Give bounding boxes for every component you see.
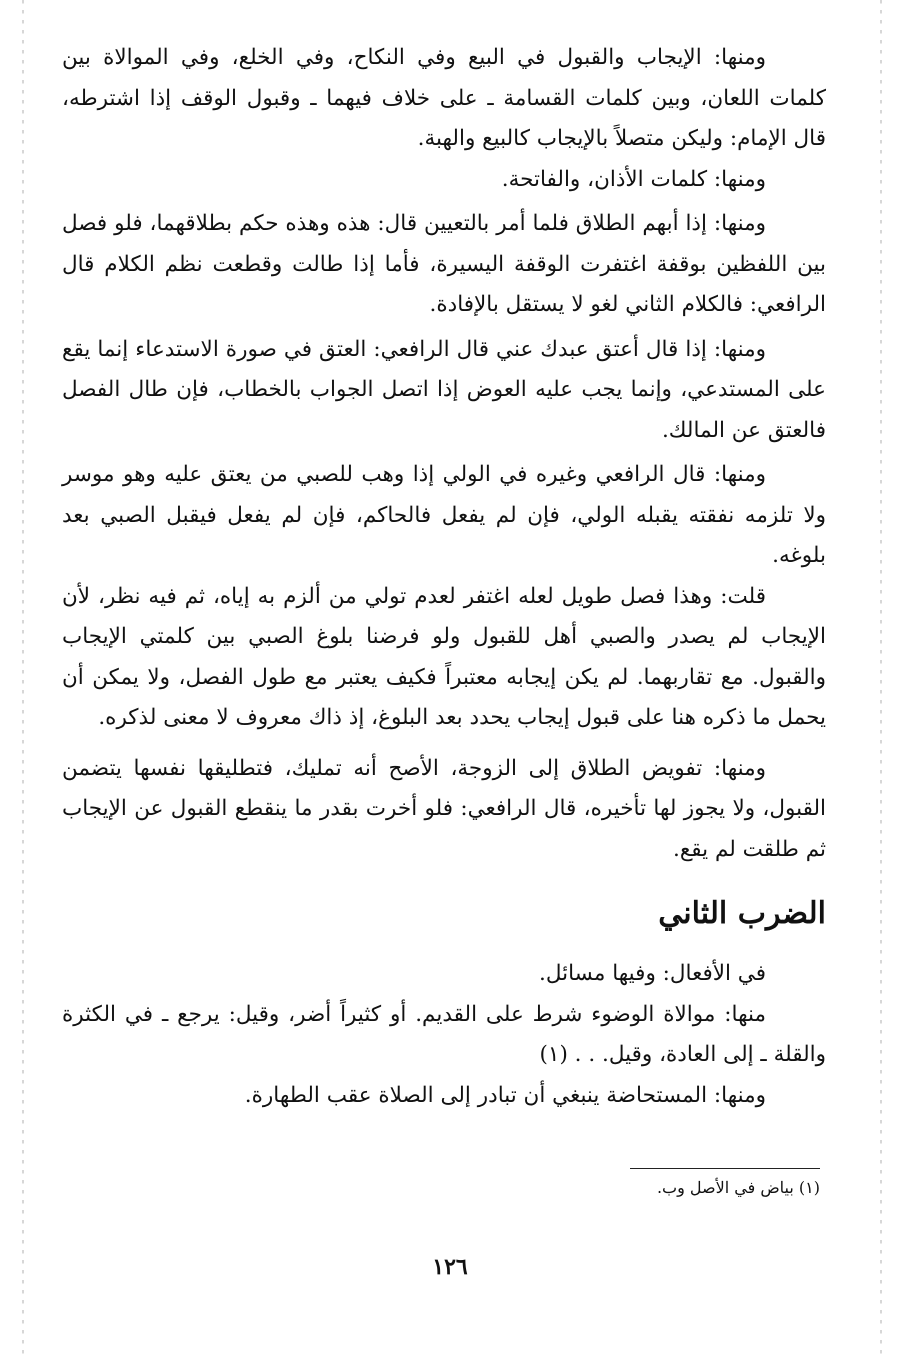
paragraph-itq: ومنها: إذا قال أعتق عبدك عني قال الرافعي: العتق في صورة الاستدعاء إنما يقع على المستدعي، وإنما يجب عليه العوض إذا اتصل الجواب بالخطاب، فإن طال الفصل فالعتق عن المالك. bbox=[62, 336, 826, 443]
scan-edge-dots-right bbox=[880, 0, 882, 1356]
paragraph-mustahada: ومنها: المستحاضة ينبغي أن تبادر إلى الصلاة عقب الطهارة. bbox=[244, 1082, 766, 1108]
scan-edge-dots-left bbox=[22, 0, 24, 1356]
page-number: ١٢٦ bbox=[432, 1254, 468, 1280]
paragraph-tafwid: ومنها: تفويض الطلاق إلى الزوجة، الأصح أنه تمليك، فتطليقها نفسها يتضمن القبول، ولا يجوز لها تأخيره، قال الرافعي: فلو أخرت بقدر ما ينقطع القبول عن الإيجاب ثم طلقت لم يقع. bbox=[62, 755, 826, 862]
paragraph-talaq-ibham: ومنها: إذا أبهم الطلاق فلما أمر بالتعيين قال: هذه وهذه حكم بطلاقهما، فلو فصل بين اللفظين بوقفة اغتفرت الوقفة اليسيرة، فأما إذا طالت وقطعت نظم الكلام قال الرافعي: فالكلام الثاني لغو لا يستقل بالإفادة. bbox=[62, 211, 826, 317]
paragraph-afal: في الأفعال: وفيها مسائل. bbox=[539, 961, 766, 986]
main-text-block bbox=[62, 38, 826, 1116]
footnote-divider bbox=[630, 1168, 820, 1169]
paragraph-adhan: ومنها: كلمات الأذان، والفاتحة. bbox=[501, 166, 766, 192]
paragraph-wali: ومنها: قال الرافعي وغيره في الولي إذا وهب للصبي من يعتق عليه وهو موسر ولا تلزمه نفقته يقبله الولي، فإن لم يفعل فالحاكم، فإن لم يفعل فيقبل الصبي بعد بلوغه. bbox=[62, 462, 826, 568]
section-heading: الضرب الثاني bbox=[658, 896, 826, 931]
footnote: (١) بياض في الأصل وب. bbox=[656, 1178, 820, 1197]
paragraph-muwalat-wudu: منها: موالاة الوضوء شرط على القديم. أو كثيراً أضر، وقيل: يرجع ـ في الكثرة والقلة ـ إلى العادة، وقيل. . . (١) bbox=[62, 1001, 826, 1067]
paragraph-ijab-qabul: ومنها: الإيجاب والقبول في البيع وفي النكاح، وفي الخلع، وفي الموالاة بين كلمات اللعان، وبين كلمات القسامة ـ على خلاف فيهما ـ وقبول الوقف إذا اشترطه، قال الإمام: وليكن متصلاً بالإيجاب كالبيع والهبة. bbox=[62, 45, 826, 151]
paragraph-qultu: قلت: وهذا فصل طويل لعله اغتفر لعدم تولي من ألزم به إياه، ثم فيه نظر، لأن الإيجاب لم يصدر والصبي أهل للقبول ولو فرضنا بلوغ الصبي بين كلمتي الإيجاب والقبول. مع تقاربهما. لم يكن إيجابه معتبراً فكيف يعتبر مع طول الفصل، ولا يمكن أن يحمل ما ذكره هنا على قبول إيجاب يحدد بعد البلوغ، إذ ذاك معروف لا معنى لذكره. bbox=[62, 583, 826, 730]
